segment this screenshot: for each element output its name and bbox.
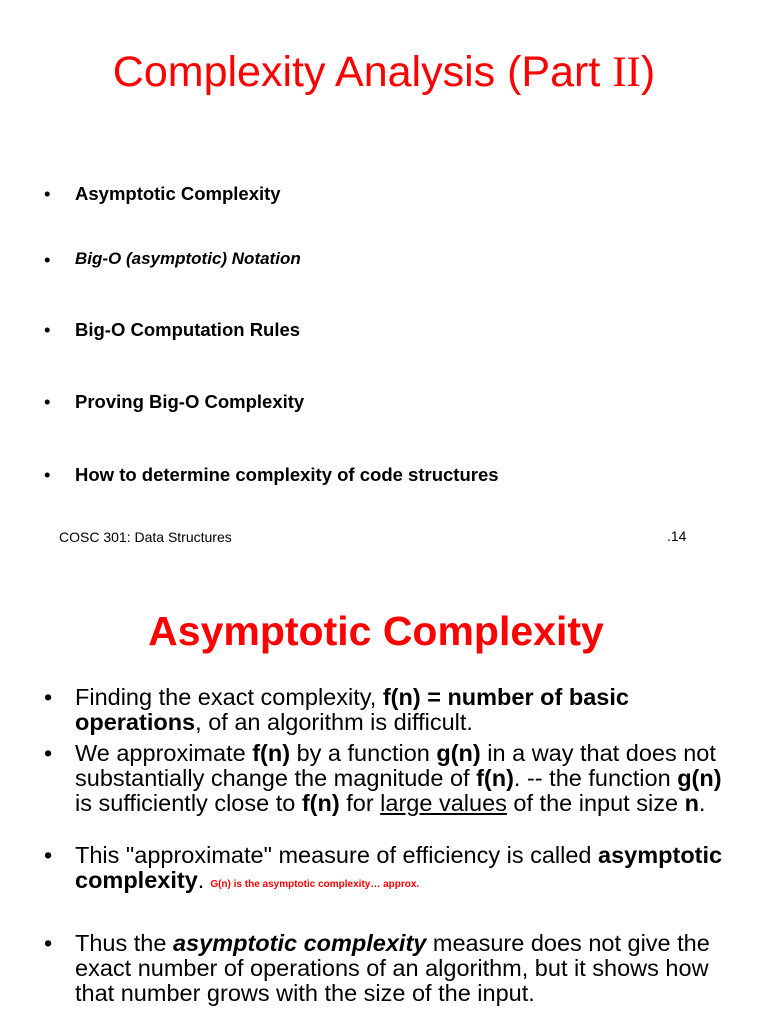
slide2-bullet-3 bbox=[44, 843, 744, 897]
bullet-dot: • bbox=[44, 930, 53, 956]
slide1-footer-course: COSC 301: Data Structures bbox=[59, 529, 232, 545]
slide1-footer-page: .14 bbox=[667, 528, 687, 544]
bullet-dot: • bbox=[44, 391, 51, 412]
bullet-text: Thus the asymptotic complexity measure does not give the exact number of operations of an algorithm, but it shows how that number grows with the size of the input. bbox=[75, 930, 710, 1006]
bullet-dot: • bbox=[44, 464, 51, 485]
slide2-bullet-1 bbox=[44, 685, 744, 735]
slide2-title: Asymptotic Complexity bbox=[148, 608, 604, 654]
slide1-title: Complexity Analysis (Part II) bbox=[112, 48, 656, 96]
bullet-dot: • bbox=[44, 842, 53, 868]
bullet-text: Big-O Computation Rules bbox=[75, 319, 301, 340]
bullet-text: Asymptotic Complexity bbox=[75, 183, 281, 204]
bullet-dot: • bbox=[44, 740, 53, 766]
bullet-text: How to determine complexity of code structures bbox=[75, 464, 499, 485]
bullet-dot: • bbox=[44, 684, 53, 710]
annotation-note: G(n) is the asymptotic complexity… approx. bbox=[210, 879, 420, 890]
bullet-text: Proving Big-O Complexity bbox=[75, 391, 305, 412]
slide2-bullet-2 bbox=[44, 741, 744, 816]
bullet-dot: • bbox=[44, 249, 51, 270]
slide2-bullet-4 bbox=[44, 931, 744, 1006]
bullet-text: Finding the exact complexity, f(n) = number of basic operations, of an algorithm is difficult. bbox=[75, 684, 629, 735]
bullet-text: This "approximate" measure of efficiency is called asymptotic complexity. G(n) is the asymptotic complexity… approx. bbox=[75, 842, 723, 893]
slide1-title-roman: II bbox=[612, 49, 641, 96]
bullet-text: We approximate f(n) by a function g(n) in a way that does not substantially change the magnitude of f(n). -- the function g(n) is sufficiently close to f(n) for large values of the input size n. bbox=[75, 740, 722, 816]
bullet-dot: • bbox=[44, 183, 51, 204]
bullet-text: Big-O (asymptotic) Notation bbox=[75, 249, 301, 268]
bullet-dot: • bbox=[44, 319, 51, 340]
